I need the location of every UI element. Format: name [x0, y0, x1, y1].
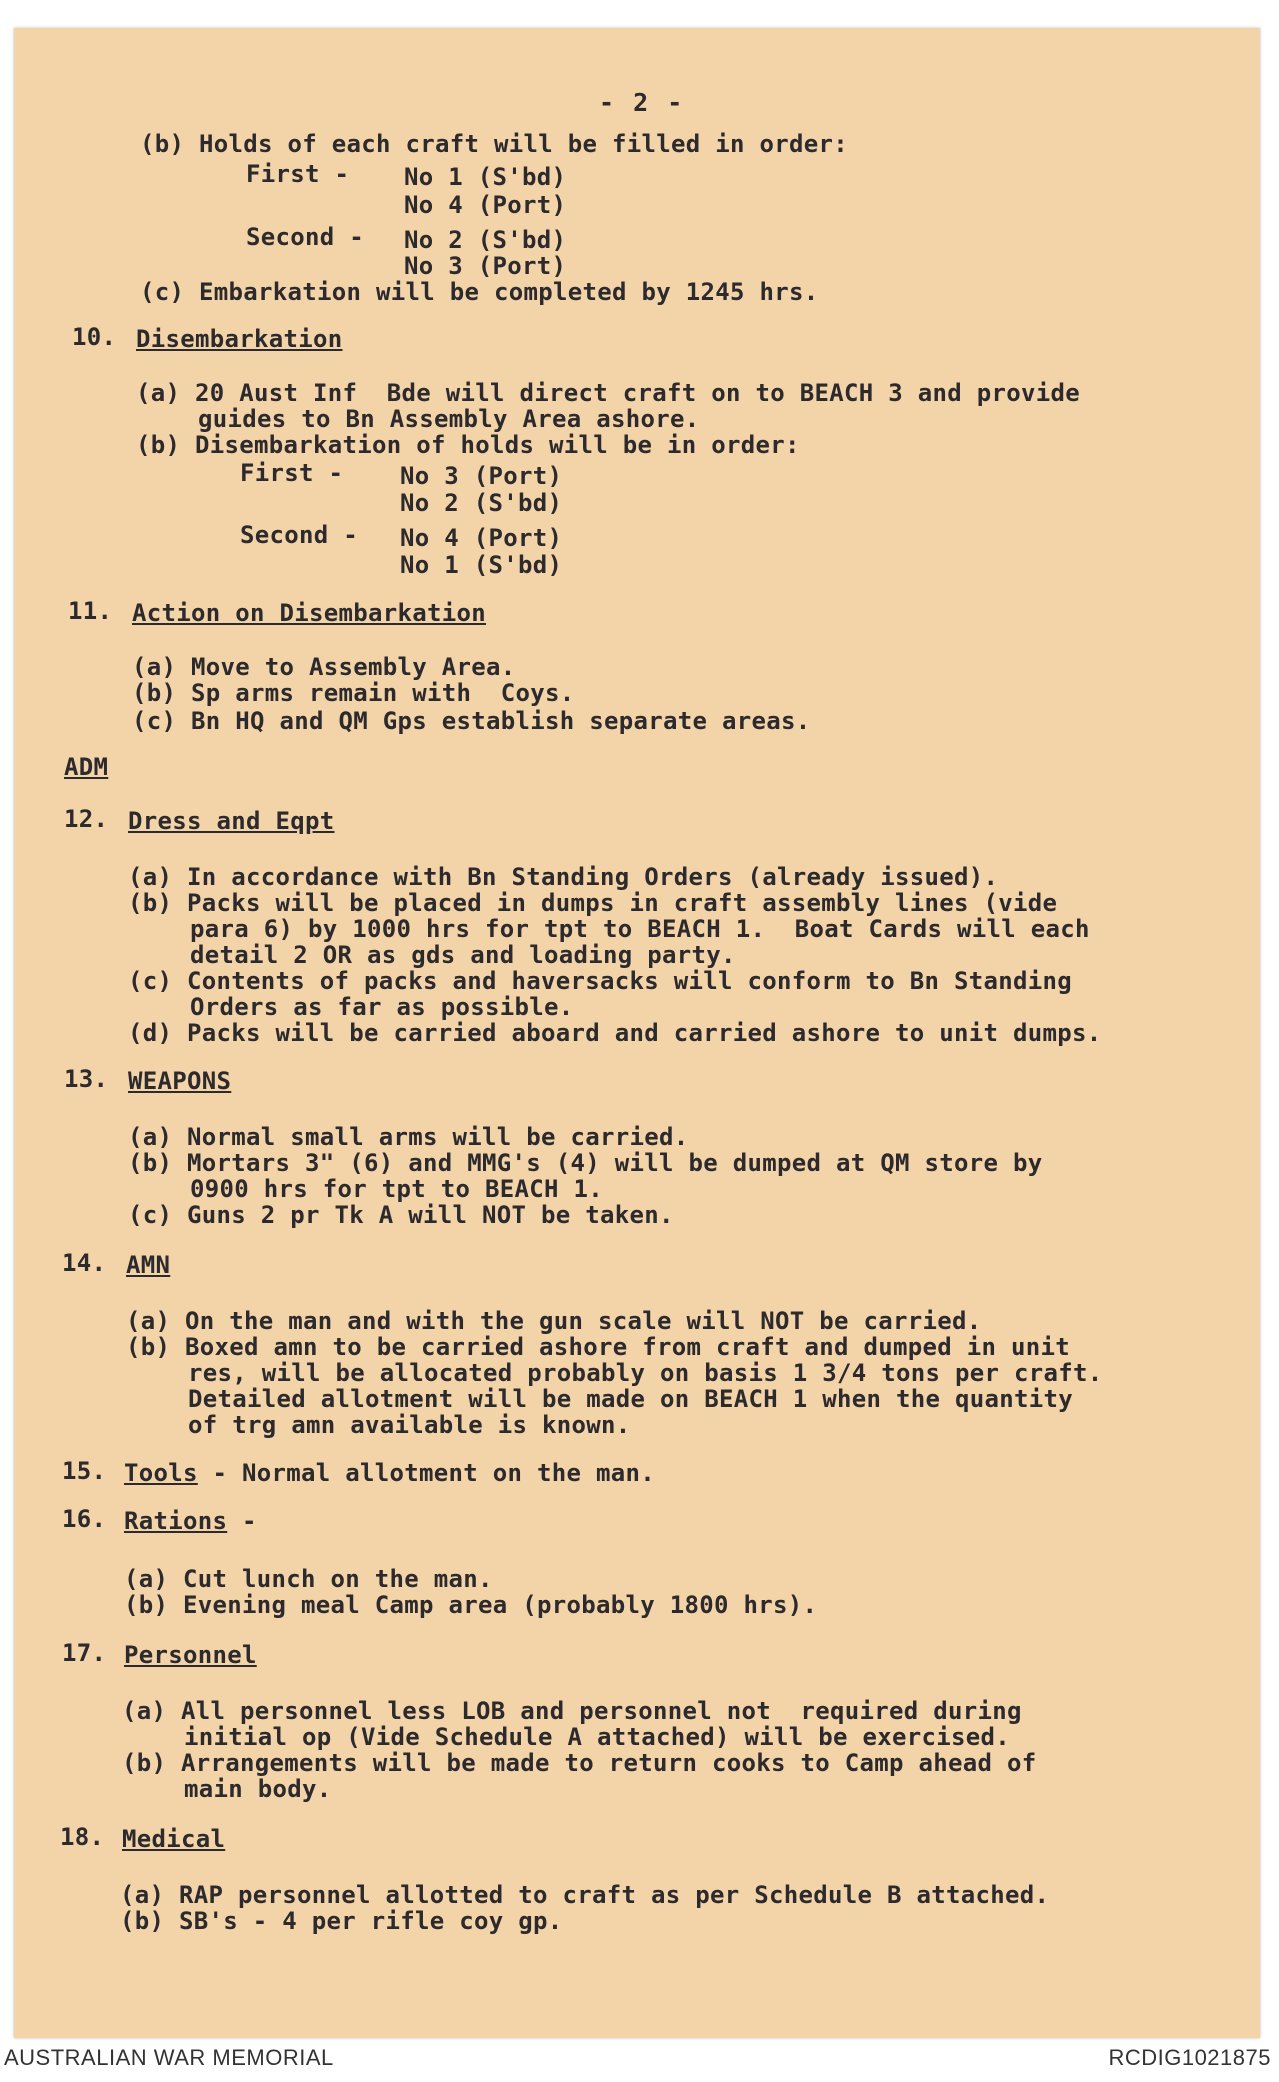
section-number: 11.: [68, 597, 113, 625]
text-line: No 4 (Port): [400, 524, 563, 552]
text-line: Orders as far as possible.: [190, 993, 574, 1021]
text-line: guides to Bn Assembly Area ashore.: [198, 405, 700, 433]
section-heading: Rations: [124, 1507, 228, 1535]
text-line: (b) SB's - 4 per rifle coy gp.: [120, 1907, 563, 1935]
text-line: [124, 1460, 655, 1486]
text-line: First -: [246, 160, 350, 188]
text-line: (b) Arrangements will be made to return cooks to Camp ahead of: [122, 1749, 1037, 1777]
text-line: (c) Embarkation will be completed by 1245 hrs.: [140, 278, 819, 306]
text-line: No 1 (S'bd): [404, 163, 567, 191]
text-line: detail 2 OR as gds and loading party.: [190, 941, 736, 969]
section-number: 17.: [62, 1639, 107, 1667]
text-line: (a) Cut lunch on the man.: [124, 1565, 493, 1593]
text-line: (b) Mortars 3" (6) and MMG's (4) will be dumped at QM store by: [128, 1149, 1043, 1177]
page-number: - 2 -: [599, 88, 685, 117]
text-line: (b) Evening meal Camp area (probably 1800 hrs).: [124, 1591, 818, 1619]
section-number: 10.: [72, 323, 117, 351]
section-number: 18.: [60, 1823, 105, 1851]
section-heading: AMN: [126, 1251, 171, 1279]
text-line: No 3 (Port): [404, 252, 567, 280]
section-heading: Dress and Eqpt: [128, 807, 335, 835]
text-line: Second -: [240, 521, 358, 549]
section-heading: WEAPONS: [128, 1067, 232, 1095]
text-line: 0900 hrs for tpt to BEACH 1.: [190, 1175, 603, 1203]
text-line: (b) Packs will be placed in dumps in craft assembly lines (vide: [128, 889, 1058, 917]
text-line: First -: [240, 459, 344, 487]
text-line: (b) Disembarkation of holds will be in order:: [136, 431, 800, 459]
text-line: para 6) by 1000 hrs for tpt to BEACH 1. Boat Cards will each: [190, 915, 1090, 943]
section-number: 13.: [64, 1065, 109, 1093]
text-line: (b) Boxed amn to be carried ashore from craft and dumped in unit: [126, 1333, 1070, 1361]
text-line: No 3 (Port): [400, 462, 563, 490]
text-line: Second -: [246, 223, 364, 251]
text-line: of trg amn available is known.: [188, 1411, 631, 1439]
text-line: Detailed allotment will be made on BEACH 1 when the quantity: [188, 1385, 1073, 1413]
section-heading: Personnel: [124, 1641, 257, 1669]
text-line: No 1 (S'bd): [400, 551, 563, 579]
section-number: 16.: [62, 1505, 107, 1533]
section-heading: Action on Disembarkation: [132, 599, 486, 627]
section-heading: Tools: [124, 1459, 198, 1487]
text-line: (a) In accordance with Bn Standing Orders (already issued).: [128, 863, 999, 891]
text-line: (c) Contents of packs and haversacks will conform to Bn Standing: [128, 967, 1072, 995]
text-line: (b) Holds of each craft will be filled in order:: [140, 130, 848, 158]
section-number: 14.: [62, 1249, 107, 1277]
text-line: (a) Normal small arms will be carried.: [128, 1123, 689, 1151]
text-line: (c) Guns 2 pr Tk A will NOT be taken.: [128, 1201, 674, 1229]
document-page: [14, 28, 1260, 2038]
text-line: (b) Sp arms remain with Coys.: [132, 679, 575, 707]
footer-catalogue-id: RCDIG1021875: [1108, 2045, 1271, 2070]
text-line: (a) All personnel less LOB and personnel not required during: [122, 1697, 1022, 1725]
text-line: No 4 (Port): [404, 191, 567, 219]
section-heading: Disembarkation: [136, 325, 343, 353]
text-line: No 2 (S'bd): [404, 226, 567, 254]
text-line: (a) Move to Assembly Area.: [132, 653, 516, 681]
text-line: res, will be allocated probably on basis 1 3/4 tons per craft.: [188, 1359, 1103, 1387]
text-line: (c) Bn HQ and QM Gps establish separate areas.: [132, 707, 811, 735]
text-line: (a) On the man and with the gun scale will NOT be carried.: [126, 1307, 982, 1335]
text-line: initial op (Vide Schedule A attached) will be exercised.: [184, 1723, 1010, 1751]
section-text: -: [227, 1507, 257, 1535]
section-heading: ADM: [64, 753, 109, 781]
section-text: - Normal allotment on the man.: [197, 1459, 655, 1487]
section-number: 15.: [62, 1457, 107, 1485]
text-line: [124, 1508, 257, 1534]
section-number: 12.: [64, 805, 109, 833]
text-line: (d) Packs will be carried aboard and carried ashore to unit dumps.: [128, 1019, 1102, 1047]
footer-credit: AUSTRALIAN WAR MEMORIAL: [4, 2045, 334, 2070]
text-line: main body.: [184, 1775, 332, 1803]
section-heading: Medical: [122, 1825, 226, 1853]
text-line: (a) 20 Aust Inf Bde will direct craft on to BEACH 3 and provide: [136, 379, 1080, 407]
text-line: No 2 (S'bd): [400, 489, 563, 517]
text-line: (a) RAP personnel allotted to craft as per Schedule B attached.: [120, 1881, 1050, 1909]
